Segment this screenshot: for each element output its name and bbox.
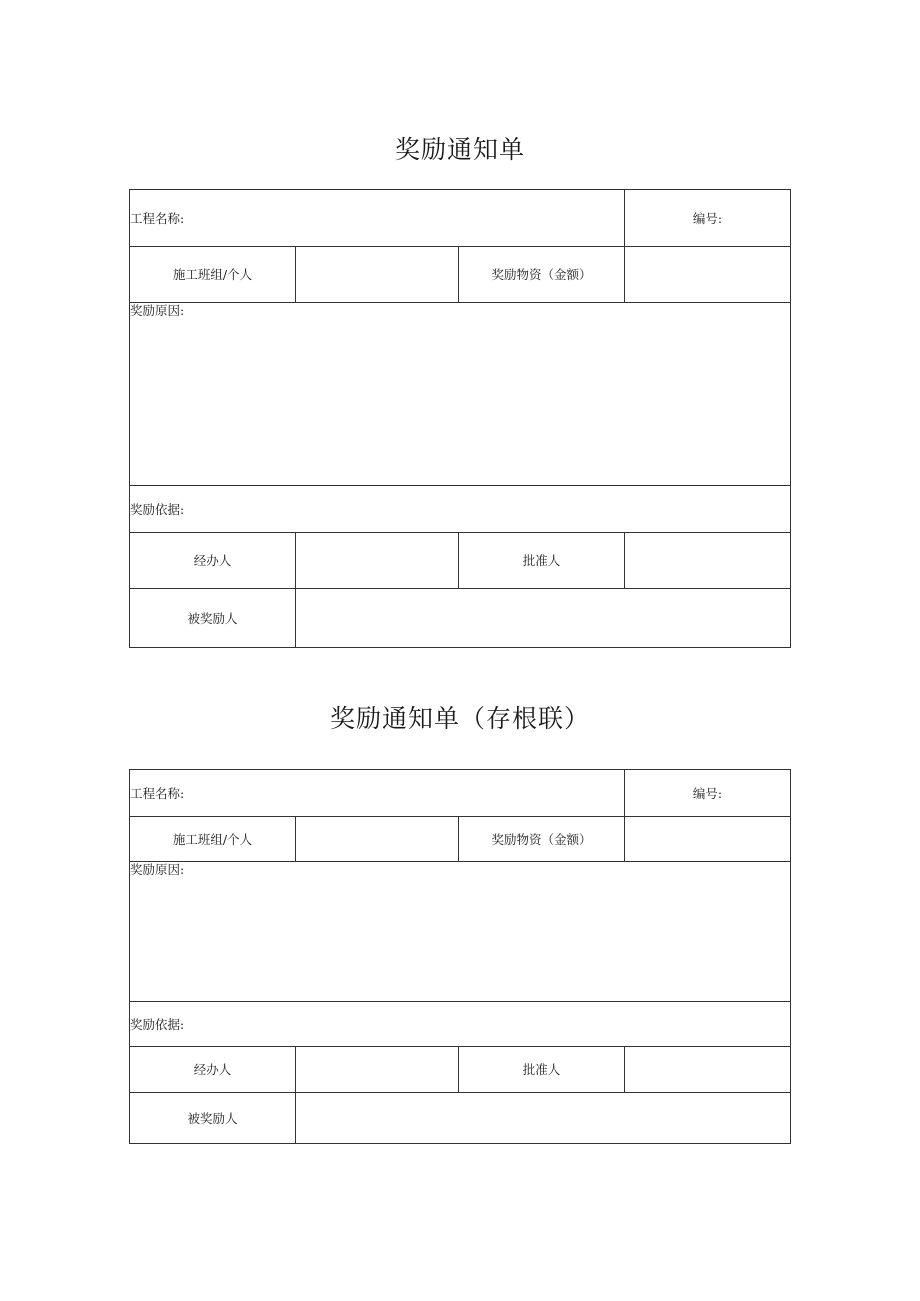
- reward-amount-label: 奖励物资（金额）: [459, 247, 625, 303]
- reward-basis-label: 奖励依据:: [130, 501, 185, 517]
- reward-basis-cell[interactable]: [130, 1002, 791, 1047]
- reward-reason-cell[interactable]: [130, 862, 791, 1002]
- reward-notice-form: [129, 189, 791, 648]
- approver-field[interactable]: [625, 533, 791, 589]
- team-label: 施工班组/个人: [130, 817, 296, 862]
- reward-basis-label: 奖励依据:: [130, 1016, 185, 1032]
- reward-basis-cell[interactable]: [130, 486, 791, 533]
- reward-amount-label: 奖励物资（金额）: [459, 817, 625, 862]
- reward-reason-label: 奖励原因:: [130, 303, 185, 318]
- reward-reason-label: 奖励原因:: [130, 862, 185, 877]
- handler-label: 经办人: [130, 1047, 296, 1093]
- serial-number-cell[interactable]: [625, 190, 791, 247]
- reward-notice-stub-form: [129, 769, 791, 1144]
- project-name-cell[interactable]: [130, 770, 625, 817]
- form-title: 奖励通知单: [394, 135, 525, 164]
- team-field[interactable]: [296, 817, 459, 862]
- project-name-label: 工程名称:: [130, 210, 185, 226]
- handler-label: 经办人: [130, 533, 296, 589]
- team-label: 施工班组/个人: [130, 247, 296, 303]
- team-field[interactable]: [296, 247, 459, 303]
- handler-field[interactable]: [296, 533, 459, 589]
- reward-amount-field[interactable]: [625, 817, 791, 862]
- reward-amount-field[interactable]: [625, 247, 791, 303]
- handler-field[interactable]: [296, 1047, 459, 1093]
- recipient-field[interactable]: [296, 589, 791, 648]
- stub-form-title: 奖励通知单（存根联）: [329, 704, 590, 733]
- approver-label: 批准人: [459, 1047, 625, 1093]
- recipient-label: 被奖励人: [130, 1093, 296, 1144]
- recipient-label: 被奖励人: [130, 589, 296, 648]
- serial-number-label: 编号:: [692, 785, 723, 801]
- reward-reason-cell[interactable]: [130, 303, 791, 486]
- project-name-label: 工程名称:: [130, 785, 185, 801]
- project-name-cell[interactable]: [130, 190, 625, 247]
- recipient-field[interactable]: [296, 1093, 791, 1144]
- approver-field[interactable]: [625, 1047, 791, 1093]
- serial-number-cell[interactable]: [625, 770, 791, 817]
- serial-number-label: 编号:: [692, 210, 723, 226]
- approver-label: 批准人: [459, 533, 625, 589]
